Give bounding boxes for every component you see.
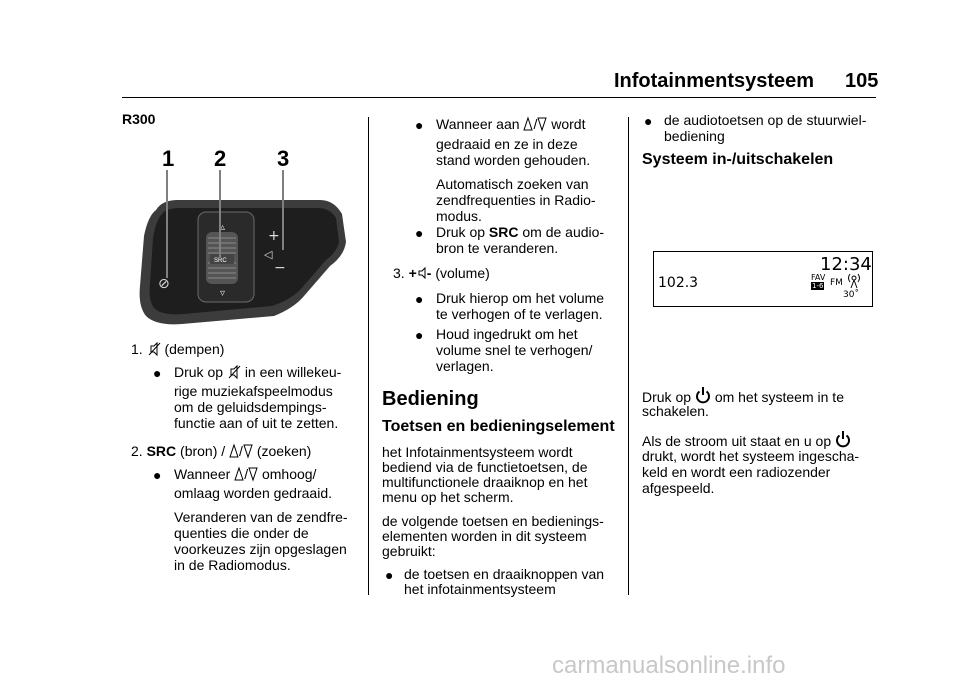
paragraph-line: Druk op — [642, 389, 692, 405]
steering-wheel-controls-figure — [134, 146, 350, 332]
item-number: 2. — [131, 443, 143, 459]
bullet: ● — [415, 117, 424, 133]
bullet-text: de toetsen en draaiknoppen van — [404, 566, 605, 582]
section-heading: Bediening — [382, 388, 479, 410]
bullet-text: verlagen. — [436, 358, 494, 374]
watermark: carmanualsonline.info — [552, 652, 786, 679]
page-header-title: Infotainmentsysteem — [614, 70, 815, 92]
paragraph-line: Veranderen van de zendfre- — [174, 509, 348, 525]
bullet-text: Druk hierop om het volume — [436, 290, 605, 306]
item-text: (dempen) — [164, 341, 225, 357]
display-fav-range: 1-6 — [812, 282, 824, 290]
power-icon — [835, 430, 851, 448]
column-divider — [628, 117, 629, 595]
volume-icon — [417, 265, 427, 281]
bullet-text: functie aan of uit te zetten. — [174, 415, 339, 431]
bullet-text: het infotainmentsysteem — [404, 581, 556, 597]
seek-down-icon — [537, 116, 547, 132]
paragraph-line: om het systeem in te — [714, 389, 844, 405]
bullet-text: bron te veranderen. — [436, 240, 559, 256]
bullet: ● — [153, 365, 162, 381]
bullet-text: om de audio- — [522, 224, 605, 240]
paragraph-line: Automatisch zoeken van — [436, 176, 589, 192]
src-label: SRC — [488, 224, 519, 240]
bullet-text: stand worden gehouden. — [436, 152, 591, 168]
mute-icon — [227, 364, 241, 380]
figure-label-2: 2 — [214, 146, 227, 171]
display-time: 12:34 — [820, 254, 872, 275]
paragraph-line: elementen worden in dit systeem — [382, 528, 587, 544]
page-number: 105 — [845, 70, 879, 92]
paragraph-line: bediend via de functietoetsen, de — [382, 459, 588, 475]
bullet: ● — [385, 567, 394, 583]
paragraph-line: in de Radiomodus. — [174, 557, 291, 573]
display-fav: FAV — [811, 273, 826, 282]
display-frequency: 102.3 — [658, 275, 699, 291]
bullet: ● — [415, 327, 424, 343]
bullet-text: wordt — [551, 116, 586, 132]
bullet-text: bediening — [664, 128, 725, 144]
paragraph-line: zendfrequenties in Radio- — [436, 192, 596, 208]
bullet-text: Druk op — [174, 364, 224, 380]
bullet: ● — [153, 467, 162, 483]
item-number: 1. — [131, 341, 143, 357]
plus-label: + — [408, 265, 417, 281]
bullet-text: Druk op — [436, 224, 486, 240]
paragraph-line: quenties die onder de — [174, 525, 309, 541]
paragraph-line: voorkeuzes zijn opgeslagen — [174, 541, 347, 557]
bullet: ● — [415, 291, 424, 307]
item-number: 3. — [393, 265, 405, 281]
svg-text:+: + — [268, 228, 280, 244]
paragraph-line: menu op het scherm. — [382, 489, 514, 505]
paragraph-line: schakelen. — [642, 403, 709, 419]
bullet-text: omlaag worden gedraaid. — [174, 485, 332, 501]
paragraph-line: het Infotainmentsysteem wordt — [382, 444, 573, 460]
bullet-text: om de geluidsdempings- — [174, 399, 327, 415]
svg-text:⊘: ⊘ — [158, 276, 170, 292]
seek-down-icon — [248, 466, 258, 482]
bullet-text: te verhogen of te verlagen. — [436, 306, 603, 322]
power-icon — [695, 386, 711, 404]
bullet-text: omhoog/ — [261, 466, 317, 482]
svg-text:▿: ▿ — [220, 288, 226, 299]
seek-up-icon — [523, 116, 533, 132]
paragraph-line: de volgende toetsen en bedienings- — [382, 513, 604, 529]
bullet-text: gedraaid en ze in deze — [436, 136, 578, 152]
bullet-text: Wanneer — [174, 466, 231, 482]
item-text: (zoeken) — [256, 443, 312, 459]
paragraph-line: gebruikt: — [382, 543, 436, 559]
bullet-text: volume snel te verhogen/ — [436, 342, 593, 358]
header-rule — [122, 97, 876, 98]
src-label: SRC — [146, 443, 177, 459]
svg-text:SRC: SRC — [214, 258, 227, 264]
bullet-text: rige muziekafspeelmodus — [174, 383, 333, 399]
item-text: (bron) / — [180, 443, 226, 459]
paragraph-line: Als de stroom uit staat en u op — [642, 433, 832, 449]
paragraph-line: multifunctionele draaiknop en het — [382, 474, 588, 490]
antenna-icon — [847, 273, 861, 289]
figure-label-3: 3 — [277, 146, 290, 171]
svg-text:▵: ▵ — [220, 222, 226, 233]
seek-down-icon — [243, 443, 253, 459]
paragraph-line: afgespeeld. — [642, 480, 715, 496]
radio-display-figure — [653, 251, 873, 307]
bullet-text: de audiotoetsen op de stuurwiel- — [664, 112, 867, 128]
subsection-heading: Toetsen en bedieningselement — [382, 418, 615, 435]
paragraph-line: drukt, wordt het systeem ingescha- — [642, 448, 860, 464]
paragraph-line: keld en wordt een radiozender — [642, 464, 831, 480]
section-label: R300 — [122, 111, 156, 127]
svg-text:◁: ◁ — [264, 248, 273, 261]
bullet: ● — [644, 113, 653, 129]
seek-up-icon — [234, 466, 244, 482]
bullet: ● — [415, 225, 424, 241]
column-divider — [368, 117, 369, 595]
minus-label: - — [426, 265, 432, 281]
display-band: FM — [830, 278, 843, 288]
seek-up-icon — [229, 443, 239, 459]
subsection-heading: Systeem in-/uitschakelen — [642, 151, 834, 168]
mute-icon — [147, 341, 161, 357]
bullet-text: Wanneer aan — [436, 116, 520, 132]
svg-text:−: − — [274, 260, 286, 276]
bullet-text: in een willekeu- — [244, 364, 342, 380]
figure-label-1: 1 — [162, 146, 175, 171]
display-temperature: 30˚ — [843, 290, 859, 300]
bullet-text: Houd ingedrukt om het — [436, 326, 578, 342]
item-text: (volume) — [435, 265, 490, 281]
paragraph-line: modus. — [436, 208, 482, 224]
